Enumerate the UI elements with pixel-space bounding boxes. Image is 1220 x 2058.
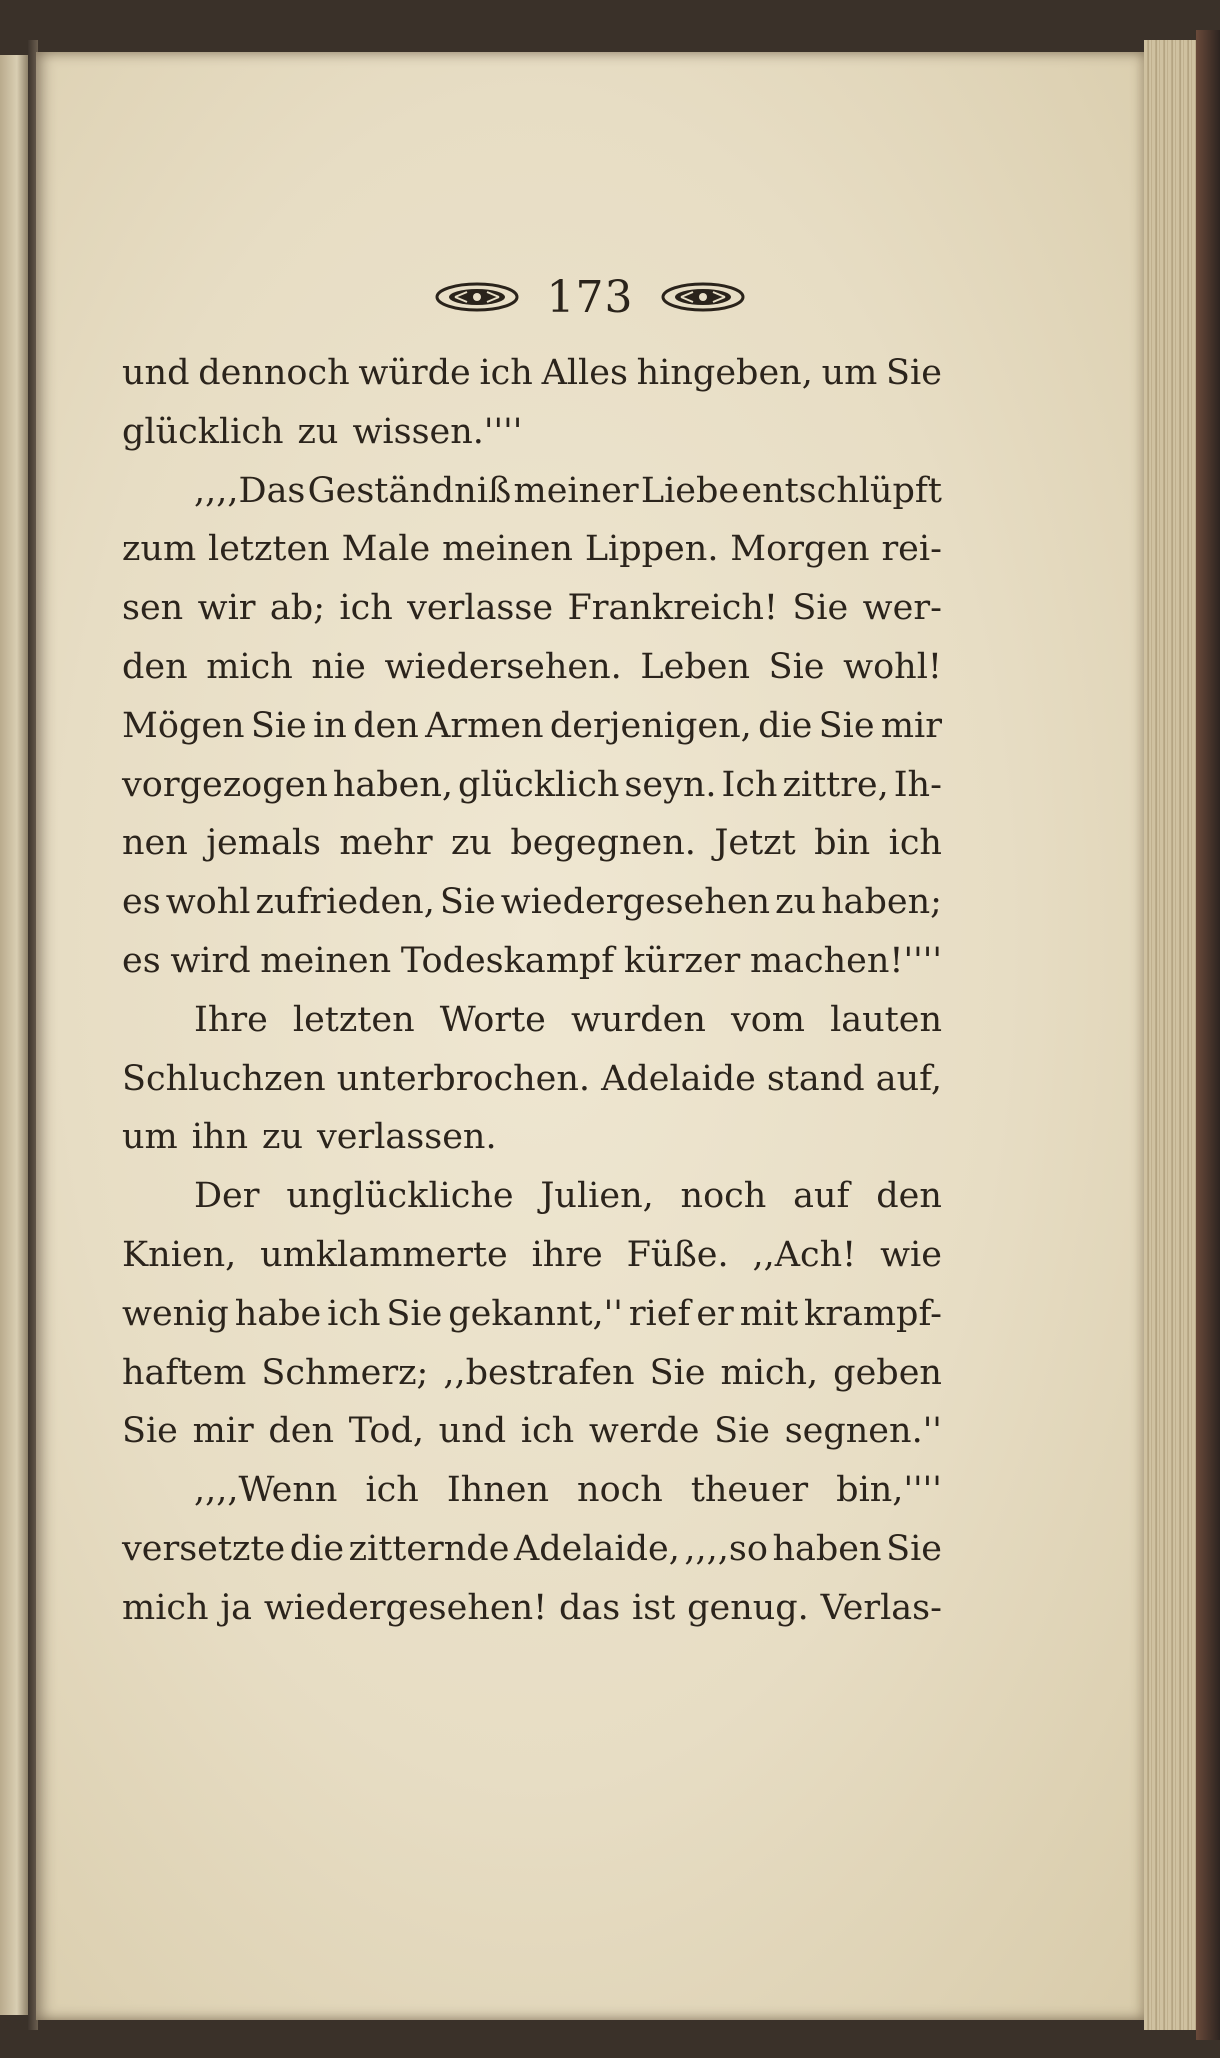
- word: nen: [122, 823, 188, 864]
- text-line: [122, 1402, 942, 1461]
- word: Geständniß: [307, 470, 512, 511]
- word: Sie: [439, 882, 496, 923]
- word: wenig: [122, 1293, 229, 1334]
- text-line: [122, 579, 942, 638]
- word: den: [122, 646, 188, 687]
- word: Armen: [425, 705, 544, 746]
- word: begegnen.: [510, 823, 696, 864]
- word: wie: [880, 1234, 942, 1275]
- word: machen!'''': [749, 940, 942, 981]
- word: Tod,: [348, 1411, 424, 1452]
- word: ja: [220, 1587, 253, 1628]
- word: haftem: [122, 1352, 247, 1393]
- word: Schluchzen: [122, 1058, 326, 1099]
- word: wiedergesehen!: [263, 1587, 548, 1628]
- page-number: 173: [546, 271, 634, 323]
- word: Alles: [541, 353, 628, 393]
- word: ich: [479, 353, 533, 393]
- word: er: [696, 1293, 734, 1334]
- word: vom: [730, 999, 805, 1040]
- word: jemals: [206, 823, 321, 864]
- word: Liebe: [640, 470, 740, 511]
- word: glücklich: [122, 411, 284, 452]
- word: nie: [311, 646, 366, 687]
- word: entschlüpft: [741, 470, 942, 511]
- word: Jetzt: [714, 823, 796, 864]
- word: die: [758, 705, 813, 746]
- word: ich: [520, 1411, 575, 1452]
- word: mir: [192, 1411, 254, 1452]
- word: Sie: [792, 588, 849, 629]
- word: um: [122, 1117, 178, 1158]
- rosette-ornament-icon: [659, 280, 747, 314]
- word: wer-: [862, 588, 942, 629]
- word: letzten: [292, 999, 415, 1040]
- word: Sie: [122, 1411, 178, 1452]
- word: werde: [588, 1411, 700, 1452]
- word: haben;: [821, 882, 942, 923]
- word: ihn: [191, 1117, 249, 1158]
- word: auf: [793, 1176, 850, 1217]
- text-line: [122, 344, 942, 403]
- word: Worte: [439, 999, 546, 1040]
- word: den: [876, 1176, 942, 1217]
- text-line: [122, 1579, 942, 1638]
- word: Sie: [818, 705, 875, 746]
- word: theuer: [690, 1470, 809, 1511]
- page-stack-edges: [1144, 40, 1204, 2030]
- word: ist: [632, 1587, 676, 1628]
- word: krampf-: [804, 1293, 942, 1334]
- word: Füße.: [626, 1234, 729, 1275]
- word: Frankreich!: [567, 588, 778, 629]
- text-line: [122, 991, 942, 1050]
- word: wiedergesehen: [500, 882, 771, 923]
- word: Lippen.: [584, 529, 719, 570]
- word: Der: [194, 1176, 260, 1217]
- word: Morgen: [730, 529, 870, 570]
- word: die: [289, 1528, 345, 1569]
- word: zu: [297, 411, 339, 452]
- word: Ih-: [893, 764, 942, 805]
- word: Sie: [768, 646, 825, 687]
- word: Sie: [250, 705, 307, 746]
- text-line: [122, 520, 942, 579]
- word: stand: [766, 1058, 865, 1099]
- word: umklammerte: [260, 1234, 508, 1275]
- word: haben: [772, 1528, 882, 1569]
- word: bin: [814, 823, 871, 864]
- page-body-text: [122, 344, 942, 1638]
- word: wohl: [165, 882, 251, 923]
- text-line: [122, 403, 942, 462]
- word: Julien,: [540, 1176, 654, 1217]
- word: unglückliche: [286, 1176, 514, 1217]
- word: rief: [628, 1293, 691, 1334]
- word: den: [353, 705, 419, 746]
- word: lauten: [830, 999, 942, 1040]
- word: ich: [365, 1470, 419, 1511]
- word: mehr: [339, 823, 433, 864]
- word: Ihnen: [446, 1470, 549, 1511]
- word: mit: [739, 1293, 799, 1334]
- text-line: [122, 1167, 942, 1226]
- word: ab;: [269, 588, 325, 629]
- word: genug.: [687, 1587, 809, 1628]
- text-line: [122, 1226, 942, 1285]
- word: um: [821, 353, 878, 393]
- text-line: [122, 873, 942, 932]
- word: zufrieden,: [255, 882, 435, 923]
- word: mir: [880, 705, 942, 746]
- word: ,,bestrafen: [443, 1352, 635, 1393]
- word: geben: [833, 1352, 942, 1393]
- word: mich: [206, 646, 293, 687]
- word: zu: [262, 1117, 303, 1158]
- word: glücklich: [457, 764, 620, 805]
- word: vorgezogen: [122, 764, 328, 805]
- word: Sie: [649, 1352, 706, 1393]
- word: Ich: [721, 764, 778, 805]
- word: zittre,: [782, 764, 889, 805]
- text-line: [122, 1520, 942, 1579]
- text-line: [122, 638, 942, 697]
- word: es: [122, 882, 161, 923]
- text-line: [122, 814, 942, 873]
- word: ihre: [531, 1234, 603, 1275]
- word: wir: [197, 588, 256, 629]
- word: sen: [122, 588, 184, 629]
- word: meinen: [442, 529, 573, 570]
- word: in: [313, 705, 347, 746]
- word: Male: [341, 529, 431, 570]
- word: mich,: [720, 1352, 819, 1393]
- word: Sie: [886, 1528, 942, 1569]
- text-line: [122, 697, 942, 756]
- word: wohl!: [843, 646, 942, 687]
- word: ,,,,Das: [194, 470, 306, 511]
- book-page: [36, 52, 1144, 2020]
- word: kürzer: [623, 940, 741, 981]
- word: auf,: [875, 1058, 942, 1099]
- word: Mögen: [122, 705, 245, 746]
- text-line: [122, 1461, 942, 1520]
- word: wurden: [570, 999, 706, 1040]
- word: zu: [450, 823, 492, 864]
- word: wird: [170, 940, 251, 981]
- text-line: [122, 1050, 942, 1109]
- word: und: [438, 1411, 507, 1452]
- word: Knien,: [122, 1234, 237, 1275]
- word: zitternde: [348, 1528, 510, 1569]
- word: Sie: [386, 1293, 443, 1334]
- word: es: [122, 940, 161, 981]
- word: Todeskampf: [400, 940, 615, 981]
- word: zum: [122, 529, 197, 570]
- word: ich: [327, 1293, 381, 1334]
- word: verlassen.: [317, 1117, 497, 1158]
- word: noch: [680, 1176, 767, 1217]
- word: meinen: [260, 940, 392, 981]
- rosette-ornament-icon: [433, 280, 521, 314]
- text-line: [122, 462, 942, 521]
- word: unterbrochen.: [336, 1058, 591, 1099]
- text-line: [122, 756, 942, 815]
- word: bin,'''': [836, 1470, 942, 1511]
- word: Leben: [640, 646, 751, 687]
- word: ,,,,Wenn: [194, 1470, 338, 1511]
- word: hingeben,: [636, 353, 813, 393]
- text-line: [122, 1344, 942, 1403]
- previous-page-edge: [0, 55, 28, 2015]
- page-header: [36, 262, 1144, 332]
- word: dennoch: [198, 353, 350, 393]
- word: würde: [358, 353, 471, 393]
- word: segnen.'': [784, 1411, 942, 1452]
- word: Sie: [714, 1411, 770, 1452]
- text-line: [122, 932, 942, 991]
- word: mich: [122, 1587, 209, 1628]
- word: Sie: [886, 353, 942, 393]
- word: haben,: [332, 764, 454, 805]
- word: noch: [577, 1470, 663, 1511]
- word: ,,Ach!: [752, 1234, 857, 1275]
- word: seyn.: [624, 764, 717, 805]
- word: letzten: [208, 529, 330, 570]
- word: wiedersehen.: [384, 646, 622, 687]
- word: zu: [775, 882, 817, 923]
- word: verlasse: [407, 588, 554, 629]
- text-line: [122, 1285, 942, 1344]
- word: meiner: [513, 470, 639, 511]
- text-line: [122, 1108, 942, 1167]
- word: den: [268, 1411, 335, 1452]
- word: Schmerz;: [261, 1352, 429, 1393]
- word: das: [559, 1587, 621, 1628]
- word: ich: [339, 588, 393, 629]
- word: und: [122, 353, 190, 393]
- book-cover-edge: [1196, 30, 1220, 2040]
- word: versetzte: [122, 1528, 286, 1569]
- word: derjenigen,: [549, 705, 752, 746]
- word: Ihre: [194, 999, 268, 1040]
- word: Verlas-: [820, 1587, 942, 1628]
- word: wissen.'''': [352, 411, 523, 452]
- word: Adelaide: [601, 1058, 756, 1099]
- word: ich: [888, 823, 942, 864]
- word: habe: [234, 1293, 322, 1334]
- word: rei-: [881, 529, 942, 570]
- word: Adelaide,: [513, 1528, 680, 1569]
- word: gekannt,'': [448, 1293, 623, 1334]
- word: ,,,,so: [684, 1528, 768, 1569]
